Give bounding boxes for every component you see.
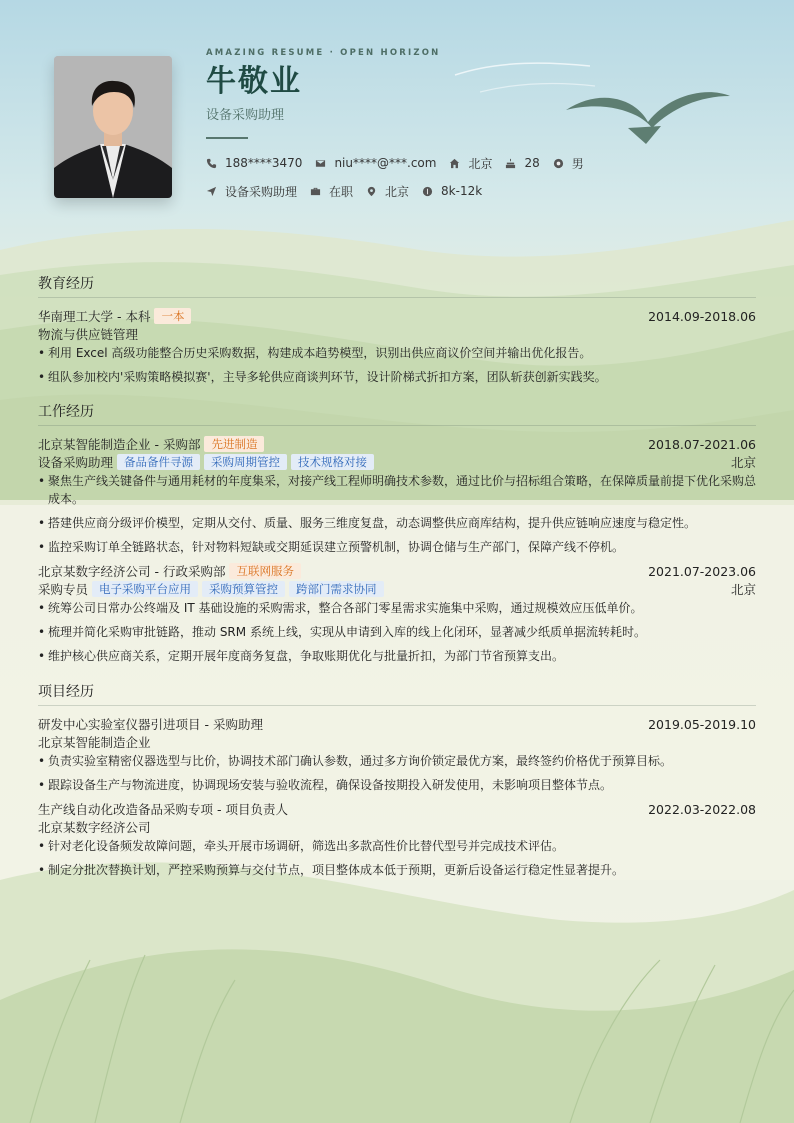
company-name: 北京某数字经济公司 - 行政采购部 — [38, 564, 226, 579]
project-bullets — [38, 837, 756, 879]
location-icon — [366, 186, 377, 197]
mail-icon — [315, 158, 326, 169]
project-name: 生产线自动化改造备品采购专项 - 项目负责人 — [38, 802, 288, 817]
skill-tag: 电子采购平台应用 — [92, 581, 198, 597]
work-date: 2018.07-2021.06 — [648, 436, 756, 452]
briefcase-icon — [310, 186, 321, 197]
gender-icon — [553, 158, 564, 169]
list-item: • 统筹公司日常办公终端及 IT 基础设施的采购需求，整合各部门零星需求实施集中采购，通过规模效应压低单价。 — [38, 599, 756, 617]
project-org-text: 北京某智能制造企业 — [38, 735, 151, 750]
project-org — [38, 733, 756, 751]
tagline: AMAZING RESUME · OPEN HORIZON — [206, 48, 441, 58]
header-divider — [206, 137, 248, 139]
avatar-icon — [54, 56, 172, 198]
work-title: 工作经历 — [38, 401, 756, 426]
project-section — [38, 681, 756, 885]
major — [38, 325, 756, 343]
school-tag: 一本 — [154, 308, 191, 324]
project-name: 研发中心实验室仪器引进项目 - 采购助理 — [38, 717, 263, 732]
work-entry-head — [38, 562, 756, 580]
project-org — [38, 818, 756, 836]
work-entry-head — [38, 435, 756, 453]
work-subline — [38, 453, 756, 471]
project-date: 2019.05-2019.10 — [648, 716, 756, 732]
work-city: 北京 — [730, 582, 756, 597]
phone-icon — [206, 158, 217, 169]
salary-item — [422, 184, 482, 198]
position-name: 采购专员 — [38, 582, 89, 597]
list-item: • 制定分批次替换计划，严控采购预算与交付节点，项目整体成本低于预期，更新后设备运行稳定性显著提升。 — [38, 861, 756, 879]
list-item: • 组队参加校内'采购策略模拟赛'，主导多轮供应商谈判环节，设计阶梯式折扣方案，团队斩获创新实践奖。 — [38, 368, 756, 386]
education-entry-head — [38, 307, 756, 325]
skill-tag: 采购预算管控 — [202, 581, 285, 597]
phone-item — [206, 156, 302, 170]
profile-photo — [54, 56, 172, 198]
home-icon — [449, 158, 460, 169]
list-item: • 搭建供应商分级评价模型，定期从交付、质量、服务三维度复盘，动态调整供应商库结构，提升供应链响应速度与稳定性。 — [38, 514, 756, 532]
phone-text: 188****3470 — [225, 156, 303, 170]
status-item — [310, 183, 353, 200]
list-item: • 监控采购订单全链路状态，针对物料短缺或交期延误建立预警机制，协调仓储与生产部门，保障产线不停机。 — [38, 538, 756, 556]
target-city-item — [366, 183, 409, 200]
education-title: 教育经历 — [38, 273, 756, 298]
hometown-text: 北京 — [468, 156, 493, 171]
skill-tag: 跨部门需求协同 — [289, 581, 384, 597]
target-city-text: 北京 — [385, 184, 410, 199]
project-date: 2022.03-2022.08 — [648, 801, 756, 817]
email-item — [315, 156, 436, 170]
list-item: • 维护核心供应商关系，定期开展年度商务复盘，争取账期优化与批量折扣，为部门节省预算支出。 — [38, 647, 756, 665]
send-icon — [206, 186, 217, 197]
list-item: • 利用 Excel 高级功能整合历史采购数据，构建成本趋势模型，识别出供应商议价空间并输出优化报告。 — [38, 344, 756, 362]
skill-tag: 采购周期管控 — [204, 454, 287, 470]
work-subline — [38, 580, 756, 598]
candidate-role: 设备采购助理 — [206, 108, 285, 123]
list-item: • 跟踪设备生产与物流进度，协调现场安装与验收流程，确保设备按期投入研发使用，未影响项目整体节点。 — [38, 776, 756, 794]
skill-tag: 技术规格对接 — [291, 454, 374, 470]
salary-text: 8k-12k — [441, 184, 483, 198]
project-bullets — [38, 752, 756, 794]
skill-tag: 备品备件寻源 — [117, 454, 200, 470]
list-item: • 负责实验室精密仪器选型与比价，协调技术部门确认参数，通过多方询价锁定最优方案，最终签约价格优于预算目标。 — [38, 752, 756, 770]
education-section — [38, 273, 756, 392]
gender-text: 男 — [571, 156, 584, 171]
list-item: • 针对老化设备频发故障问题，牵头开展市场调研，筛选出多款高性价比替代型号并完成技术评估。 — [38, 837, 756, 855]
school-name: 华南理工大学 - 本科 — [38, 309, 151, 324]
money-icon — [422, 186, 433, 197]
target-position-text: 设备采购助理 — [225, 184, 298, 199]
candidate-name: 牛敬业 — [206, 64, 302, 99]
cake-icon — [505, 158, 516, 169]
email-text: niu****@***.com — [334, 156, 437, 170]
education-date: 2014.09-2018.06 — [648, 308, 756, 324]
project-title: 项目经历 — [38, 681, 756, 706]
intent-row — [206, 181, 686, 201]
hometown-item — [449, 155, 492, 172]
work-date: 2021.07-2023.06 — [648, 563, 756, 579]
work-bullets — [38, 599, 756, 665]
major-text: 物流与供应链管理 — [38, 327, 139, 342]
industry-tag: 先进制造 — [204, 436, 264, 452]
work-city: 北京 — [730, 455, 756, 470]
work-bullets — [38, 472, 756, 556]
work-section — [38, 401, 756, 671]
project-org-text: 北京某数字经济公司 — [38, 820, 151, 835]
project-entry-head — [38, 715, 756, 733]
gender-item — [553, 155, 584, 172]
contact-row — [206, 153, 686, 173]
list-item: • 聚焦生产线关键备件与通用耗材的年度集采，对接产线工程师明确技术参数，通过比价与招标组合策略，在保障质量前提下优化采购总成本。 — [38, 472, 756, 508]
resume-header — [206, 48, 686, 201]
company-name: 北京某智能制造企业 - 采购部 — [38, 437, 201, 452]
list-item: • 梳理并简化采购审批链路，推动 SRM 系统上线，实现从申请到入库的线上化闭环，显著减少纸质单据流转耗时。 — [38, 623, 756, 641]
position-name: 设备采购助理 — [38, 455, 114, 470]
age-item — [505, 156, 539, 170]
age-text: 28 — [524, 156, 540, 170]
project-entry-head — [38, 800, 756, 818]
target-position-item — [206, 183, 297, 200]
status-text: 在职 — [329, 184, 354, 199]
education-bullets — [38, 344, 756, 386]
industry-tag: 互联网服务 — [229, 563, 301, 579]
